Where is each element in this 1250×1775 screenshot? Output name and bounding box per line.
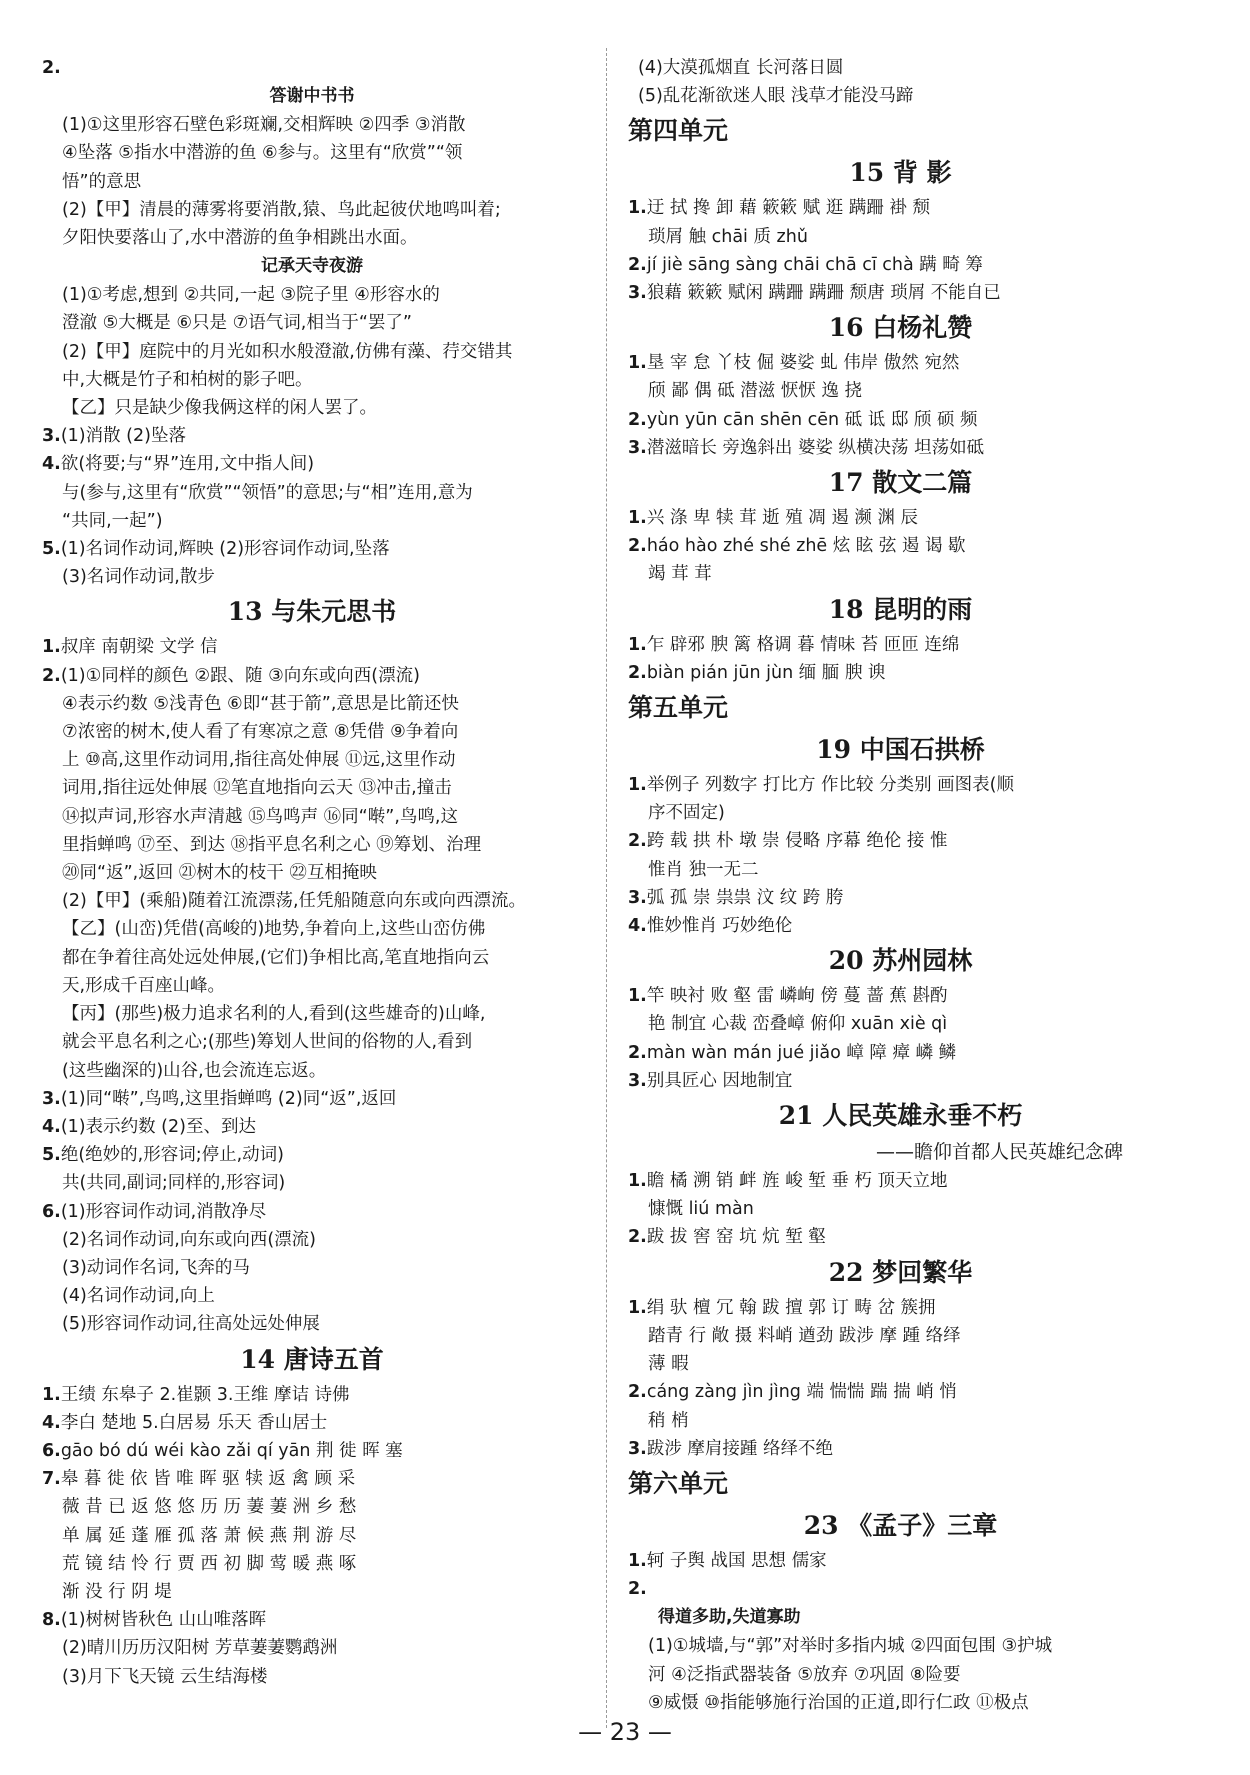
answer-line <box>42 1000 582 1028</box>
line-text: 欲(将要;与“界”连用,文中指人间) <box>60 454 315 475</box>
line-text: 稍 梢 <box>648 1410 689 1431</box>
line-text: 悟”的意思 <box>62 171 142 192</box>
line-text: 13 与朱元思书 <box>227 597 397 627</box>
question-number: 2. <box>628 254 647 275</box>
line-text: 23 《孟子》三章 <box>803 1510 998 1540</box>
answer-line <box>42 1198 582 1226</box>
question-number: 1. <box>628 1297 647 1318</box>
answer-line <box>42 1663 582 1691</box>
line-text: (1)①这里形容石壁色彩斑斓,交相辉映 ②四季 ③消散 <box>62 115 466 136</box>
line-text: 薇 昔 已 返 悠 悠 历 历 萋 萋 洲 乡 愁 <box>62 1497 357 1518</box>
answer-line <box>42 1634 582 1662</box>
page-number: — 23 — <box>578 1718 672 1746</box>
line-text: (1)名词作动词,辉映 (2)形容词作动词,坠落 <box>60 539 390 560</box>
line-text: 绝(绝妙的,形容词;停止,动词) <box>60 1145 285 1166</box>
line-text: (1)表示约数 (2)至、到达 <box>60 1116 256 1137</box>
lesson-title <box>628 307 1173 349</box>
question-number: 6. <box>42 1201 61 1222</box>
line-text: ⑨威慑 ⑩指能够施行治国的正道,即行仁政 ⑪极点 <box>648 1692 1029 1713</box>
line-text: 15 背 影 <box>849 158 952 188</box>
answer-line <box>628 1167 1173 1195</box>
answer-line <box>42 111 582 139</box>
answer-line <box>628 1350 1173 1378</box>
question-number: 4. <box>42 1116 61 1137</box>
line-text: 迂 拭 搀 卸 藉 簌簌 赋 逛 蹒跚 褂 颓 <box>646 198 930 219</box>
lesson-title <box>628 1095 1173 1137</box>
answer-line <box>628 194 1173 222</box>
answer-line <box>42 774 582 802</box>
answer-line <box>628 1407 1173 1435</box>
question-number: 1. <box>42 1384 61 1405</box>
line-text: 乍 辟邪 腴 篱 格调 暮 情味 苔 匝匝 连绵 <box>646 634 960 655</box>
line-text: (1)①城墙,与“郭”对举时多指内城 ②四面包围 ③护城 <box>648 1636 1053 1657</box>
line-text: 澄澈 ⑤大概是 ⑥只是 ⑦语气词,相当于“罢了” <box>62 313 412 334</box>
answer-line <box>42 563 582 591</box>
line-text: 垦 宰 怠 丫枝 倔 婆娑 虬 伟岸 傲然 宛然 <box>646 353 960 374</box>
answer-line <box>42 54 582 82</box>
line-text: 单 属 延 蓬 雁 孤 落 萧 候 燕 荆 游 尽 <box>62 1525 357 1546</box>
line-text: cáng zàng jìn jìng 端 惴惴 踹 揣 峭 悄 <box>646 1382 957 1403</box>
section-title <box>42 252 582 281</box>
answer-line <box>42 338 582 366</box>
line-text: 共(共同,副词;同样的,形容词) <box>62 1173 286 1194</box>
line-text: 第五单元 <box>628 693 729 723</box>
line-text: 竿 映衬 败 壑 雷 嶙峋 傍 蔓 蔷 蕉 斟酌 <box>646 986 948 1007</box>
line-text: yùn yūn cān shēn cēn 砥 诋 邸 颀 硕 频 <box>646 409 978 430</box>
line-text: (3)名词作动词,散步 <box>62 567 215 588</box>
question-number: 2. <box>42 665 61 686</box>
line-text: 第四单元 <box>628 116 729 146</box>
answer-line <box>42 1057 582 1085</box>
line-text: 兴 涤 卑 犊 茸 逝 殖 凋 遏 濒 渊 辰 <box>646 508 919 529</box>
answer-line <box>628 1294 1173 1322</box>
answer-line <box>42 944 582 972</box>
lesson-title <box>628 1252 1173 1294</box>
question-number: 2. <box>628 662 647 683</box>
answer-line <box>42 1028 582 1056</box>
line-text: (1)形容词作动词,消散净尽 <box>60 1201 267 1222</box>
line-text: 竭 茸 茸 <box>648 564 712 585</box>
question-number: 3. <box>42 426 61 447</box>
line-text: 就会平息名利之心;(那些)筹划人世间的俗物的人,看到 <box>62 1032 473 1053</box>
line-text: “共同,一起”) <box>62 510 163 531</box>
answer-line <box>42 1226 582 1254</box>
answer-line <box>628 827 1173 855</box>
answer-line <box>42 394 582 422</box>
answer-line <box>42 1578 582 1606</box>
answer-line <box>42 1141 582 1169</box>
unit-heading <box>628 687 1173 729</box>
line-text: (3)月下飞天镜 云生结海楼 <box>62 1666 268 1687</box>
line-text: (1)同“啭”,鸟鸣,这里指蝉鸣 (2)同“返”,返回 <box>60 1088 397 1109</box>
question-number: 4. <box>628 916 647 937</box>
answer-line <box>628 631 1173 659</box>
answer-line <box>628 1010 1173 1038</box>
answer-line <box>42 1409 582 1437</box>
question-number: 3. <box>628 283 647 304</box>
answer-line <box>42 281 582 309</box>
answer-line <box>42 507 582 535</box>
question-number: 7. <box>42 1469 61 1490</box>
answer-line <box>42 1606 582 1634</box>
lesson-title <box>42 1339 582 1381</box>
question-number: 3. <box>628 437 647 458</box>
line-text: 薄 暇 <box>648 1354 689 1375</box>
line-text: 序不固定) <box>648 803 725 824</box>
answer-line <box>42 422 582 450</box>
answer-line <box>42 196 582 224</box>
line-text: (5)形容词作动词,往高处远处伸展 <box>62 1314 320 1335</box>
question-number: 2. <box>628 1227 647 1248</box>
answer-line <box>42 1282 582 1310</box>
line-text: 16 白杨礼赞 <box>828 313 973 343</box>
line-text: 渐 没 行 阴 堤 <box>62 1581 172 1602</box>
question-number: 2. <box>628 536 647 557</box>
answer-line <box>628 1195 1173 1223</box>
question-number: 4. <box>42 1412 61 1433</box>
answer-line <box>628 1632 1173 1660</box>
line-text: 夕阳快要落山了,水中潜游的鱼争相跳出水面。 <box>62 228 418 249</box>
line-text: 18 昆明的雨 <box>828 594 973 624</box>
line-text: 词用,指往远处伸展 ⑫笔直地指向云天 ⑬冲击,撞击 <box>62 778 452 799</box>
question-number: 4. <box>42 454 61 475</box>
answer-line <box>42 718 582 746</box>
answer-line <box>42 831 582 859</box>
question-number: 5. <box>42 1145 61 1166</box>
answer-line <box>628 771 1173 799</box>
answer-line <box>42 1310 582 1338</box>
line-text: 19 中国石拱桥 <box>816 735 985 765</box>
question-number: 1. <box>42 637 61 658</box>
answer-line <box>628 1067 1173 1095</box>
answer-line <box>628 1039 1173 1067</box>
lesson-title <box>628 940 1173 982</box>
answer-line <box>628 912 1173 940</box>
line-text: 王绩 东皋子 2.崔颢 3.王维 摩诘 诗佛 <box>60 1384 350 1405</box>
line-text: 艳 制宜 心裁 峦叠嶂 俯仰 xuān xiè qì <box>648 1014 948 1035</box>
line-text: (5)乱花渐欲迷人眼 浅草才能没马蹄 <box>638 86 914 107</box>
answer-line <box>628 1689 1173 1717</box>
line-text: 荒 镜 结 怜 行 贾 西 初 脚 莺 暖 燕 啄 <box>62 1553 357 1574</box>
answer-line <box>42 224 582 252</box>
answer-line <box>628 532 1173 560</box>
answer-line <box>42 1169 582 1197</box>
answer-line <box>42 915 582 943</box>
question-number: 2. <box>628 1579 647 1600</box>
question-number: 3. <box>628 1070 647 1091</box>
line-text: 【乙】只是缺少像我俩这样的闲人罢了。 <box>62 398 377 419</box>
line-text: 河 ④泛指武器装备 ⑤放弃 ⑦巩固 ⑧险要 <box>648 1664 961 1685</box>
line-text: (2)名词作动词,向东或向西(漂流) <box>62 1229 317 1250</box>
line-text: màn wàn mán jué jiǎo 嶂 障 瘴 嶙 鳞 <box>646 1042 957 1063</box>
answer-line <box>42 366 582 394</box>
line-text: 慷慨 liú màn <box>648 1199 754 1220</box>
answer-line <box>628 377 1173 405</box>
line-text: ④表示约数 ⑤浅青色 ⑥即“甚于箭”,意思是比箭还快 <box>62 693 459 714</box>
line-text: 绢 驮 檀 冗 翰 跋 擅 郭 订 畴 岔 簇拥 <box>646 1297 936 1318</box>
question-number: 1. <box>628 508 647 529</box>
question-number: 1. <box>628 634 647 655</box>
line-text: 都在争着往高处远处伸展,(它们)争相比高,笔直地指向云 <box>62 947 490 968</box>
line-text: ——瞻仰首都人民英雄纪念碑 <box>875 1141 1123 1164</box>
line-text: 跋 拔 窖 窑 坑 炕 堑 壑 <box>646 1227 826 1248</box>
line-text: 叔庠 南朝梁 文学 信 <box>60 637 218 658</box>
answer-line <box>628 982 1173 1010</box>
line-text: biàn pián jūn jùn 缅 腼 腴 谀 <box>646 662 886 683</box>
question-number: 1. <box>628 986 647 1007</box>
line-text: 弧 孤 崇 祟祟 汶 纹 跨 胯 <box>646 887 844 908</box>
answer-line <box>42 479 582 507</box>
answer-line <box>42 887 582 915</box>
line-text: 轲 子舆 战国 思想 儒家 <box>646 1550 827 1571</box>
question-number: 5. <box>42 539 61 560</box>
question-number: 2. <box>628 1042 647 1063</box>
line-text: (1)①同样的颜色 ②跟、随 ③向东或向西(漂流) <box>60 665 420 686</box>
question-number: 2. <box>628 831 647 852</box>
line-text: 踏青 行 敞 摄 料峭 遒劲 跋涉 摩 踵 络绎 <box>648 1325 961 1346</box>
lesson-title <box>628 1505 1173 1547</box>
answer-line <box>628 659 1173 687</box>
answer-line <box>42 1493 582 1521</box>
line-text: jí jiè sāng sàng chāi chā cī chà 蹒 畸 筹 <box>646 254 983 275</box>
question-number: 1. <box>628 775 647 796</box>
question-number: 2. <box>42 58 61 78</box>
line-text: 21 人民英雄永垂不朽 <box>778 1101 1023 1131</box>
line-text: 17 散文二篇 <box>828 468 973 498</box>
answer-line <box>628 560 1173 588</box>
answer-line <box>42 972 582 1000</box>
line-text: 14 唐诗五首 <box>240 1344 384 1374</box>
answer-line <box>628 884 1173 912</box>
question-number: 8. <box>42 1610 61 1631</box>
answer-line <box>42 168 582 196</box>
answer-line <box>628 279 1173 307</box>
section-title <box>42 82 582 111</box>
answer-line <box>42 1113 582 1141</box>
answer-line <box>42 1254 582 1282</box>
line-text: (3)动词作名词,飞奔的马 <box>62 1257 250 1278</box>
line-text: 惟肖 独一无二 <box>648 859 759 880</box>
question-number: 1. <box>628 1550 647 1571</box>
answer-line <box>42 450 582 478</box>
lesson-title <box>42 591 582 633</box>
line-text: ⑳同“返”,返回 ㉑树木的枝干 ㉒互相掩映 <box>62 863 377 884</box>
line-text: 第六单元 <box>628 1468 729 1498</box>
line-text: (2)【甲】(乘船)随着江流漂荡,任凭船随意向东或向西漂流。 <box>62 891 527 912</box>
line-text: ⑭拟声词,形容水声清越 ⑮鸟鸣声 ⑯同“啭”,鸟鸣,这 <box>62 806 458 827</box>
answer-line <box>42 1085 582 1113</box>
answer-line <box>628 1547 1173 1575</box>
answer-line <box>42 139 582 167</box>
unit-heading <box>628 110 1173 152</box>
lesson-title <box>628 462 1173 504</box>
line-text: (2)【甲】清晨的薄雾将要消散,猿、鸟此起彼伏地鸣叫着; <box>62 199 501 220</box>
answer-line <box>42 309 582 337</box>
line-text: 答谢中书书 <box>269 86 355 107</box>
line-text: 20 苏州园林 <box>828 946 973 976</box>
answer-line <box>628 434 1173 462</box>
answer-line <box>42 633 582 661</box>
line-text: (2)【甲】庭院中的月光如积水般澄澈,仿佛有藻、荇交错其 <box>62 341 513 362</box>
line-text: háo hào zhé shé zhē 炫 眩 弦 遏 谒 歇 <box>646 536 966 557</box>
question-number: 1. <box>628 353 647 374</box>
line-text: 举例子 列数字 打比方 作比较 分类别 画图表(顺 <box>646 775 1014 796</box>
answer-line <box>42 690 582 718</box>
answer-line <box>42 1381 582 1409</box>
line-text: 与(参与,这里有“欣赏”“领悟”的意思;与“相”连用,意为 <box>62 482 473 503</box>
line-text: 皋 暮 徙 依 皆 唯 晖 驱 犊 返 禽 顾 采 <box>60 1469 356 1490</box>
line-text: (2)晴川历历汉阳树 芳草萋萋鹦鹉洲 <box>62 1638 338 1659</box>
line-text: 22 梦回繁华 <box>828 1257 973 1287</box>
line-text: gāo bó dú wéi kào zǎi qí yān 荆 徙 晖 塞 <box>60 1440 403 1461</box>
line-text: 上 ⑩高,这里作动词用,指往高处伸展 ⑪远,这里作动 <box>62 750 456 771</box>
answer-line <box>628 251 1173 279</box>
line-text: 天,形成千百座山峰。 <box>62 975 226 996</box>
answer-line <box>628 1435 1173 1463</box>
answer-line <box>42 535 582 563</box>
question-number: 3. <box>42 1088 61 1109</box>
answer-line <box>628 406 1173 434</box>
line-text: (1)①考虑,想到 ②共同,一起 ③院子里 ④形容水的 <box>62 285 440 306</box>
answer-line <box>628 349 1173 377</box>
question-number: 6. <box>42 1440 61 1461</box>
answer-line <box>42 859 582 887</box>
line-text: 颀 鄙 偶 砥 潜滋 恹恹 逸 挠 <box>648 381 862 402</box>
answer-line <box>628 1223 1173 1251</box>
section-title <box>628 1603 1173 1632</box>
answer-line <box>628 82 1173 110</box>
line-text: (1)消散 (2)坠落 <box>60 426 186 447</box>
line-text: 狼藉 簌簌 赋闲 蹒跚 蹒跚 颓唐 琐屑 不能自已 <box>646 283 1001 304</box>
answer-line <box>42 662 582 690</box>
answer-line <box>628 1661 1173 1689</box>
unit-heading <box>628 1463 1173 1505</box>
line-text: 中,大概是竹子和柏树的影子吧。 <box>62 369 313 390</box>
line-text: 记承天寺夜游 <box>261 256 363 277</box>
column-divider <box>606 48 607 1728</box>
line-text: 得道多助,失道寡助 <box>658 1607 801 1628</box>
answer-line <box>628 1575 1173 1603</box>
answer-line <box>42 1437 582 1465</box>
line-text: ⑦浓密的树木,使人看了有寒凉之意 ⑧凭借 ⑨争着向 <box>62 722 459 743</box>
line-text: 瞻 橘 溯 销 衅 旌 峻 堑 垂 朽 顶天立地 <box>646 1171 948 1192</box>
lesson-title <box>628 589 1173 631</box>
lesson-subtitle <box>628 1137 1173 1167</box>
line-text: (4)大漠孤烟直 长河落日圆 <box>638 58 844 78</box>
answer-line <box>628 1378 1173 1406</box>
answer-line <box>42 1550 582 1578</box>
answer-line <box>628 504 1173 532</box>
question-number: 1. <box>628 198 647 219</box>
answer-line <box>628 54 1173 82</box>
answer-line <box>42 803 582 831</box>
left-column <box>42 54 582 1691</box>
line-text: 跨 载 拱 朴 墩 崇 侵略 序幕 绝伦 接 惟 <box>646 831 948 852</box>
question-number: 2. <box>628 1382 647 1403</box>
line-text: 跋涉 摩肩接踵 络绎不绝 <box>646 1438 833 1459</box>
line-text: 别具匠心 因地制宜 <box>646 1070 793 1091</box>
line-text: 里指蝉鸣 ⑰至、到达 ⑱指平息名利之心 ⑲筹划、治理 <box>62 834 482 855</box>
lesson-title <box>628 729 1173 771</box>
right-column <box>628 54 1173 1717</box>
question-number: 3. <box>628 1438 647 1459</box>
answer-line <box>42 746 582 774</box>
line-text: 【丙】(那些)极力追求名利的人,看到(这些雄奇的)山峰, <box>62 1004 486 1025</box>
line-text: 李白 楚地 5.白居易 乐天 香山居士 <box>60 1412 328 1433</box>
line-text: (1)树树皆秋色 山山唯落晖 <box>60 1610 267 1631</box>
answer-line <box>628 1322 1173 1350</box>
answer-line <box>42 1522 582 1550</box>
line-text: 琐屑 触 chāi 质 zhǔ <box>648 226 808 247</box>
lesson-title <box>628 152 1173 194</box>
line-text: 惟妙惟肖 巧妙绝伦 <box>646 916 793 937</box>
line-text: ④坠落 ⑤指水中潜游的鱼 ⑥参与。这里有“欣赏”“领 <box>62 143 463 164</box>
answer-line <box>628 223 1173 251</box>
answer-line <box>628 799 1173 827</box>
line-text: (这些幽深的)山谷,也会流连忘返。 <box>62 1060 327 1081</box>
question-number: 2. <box>628 409 647 430</box>
answer-line <box>42 1465 582 1493</box>
question-number: 3. <box>628 887 647 908</box>
line-text: 【乙】(山峦)凭借(高峻的)地势,争着向上,这些山峦仿佛 <box>62 919 486 940</box>
question-number: 1. <box>628 1171 647 1192</box>
line-text: (4)名词作动词,向上 <box>62 1286 215 1307</box>
answer-line <box>628 856 1173 884</box>
line-text: 潜滋暗长 旁逸斜出 婆娑 纵横决荡 坦荡如砥 <box>646 437 985 458</box>
